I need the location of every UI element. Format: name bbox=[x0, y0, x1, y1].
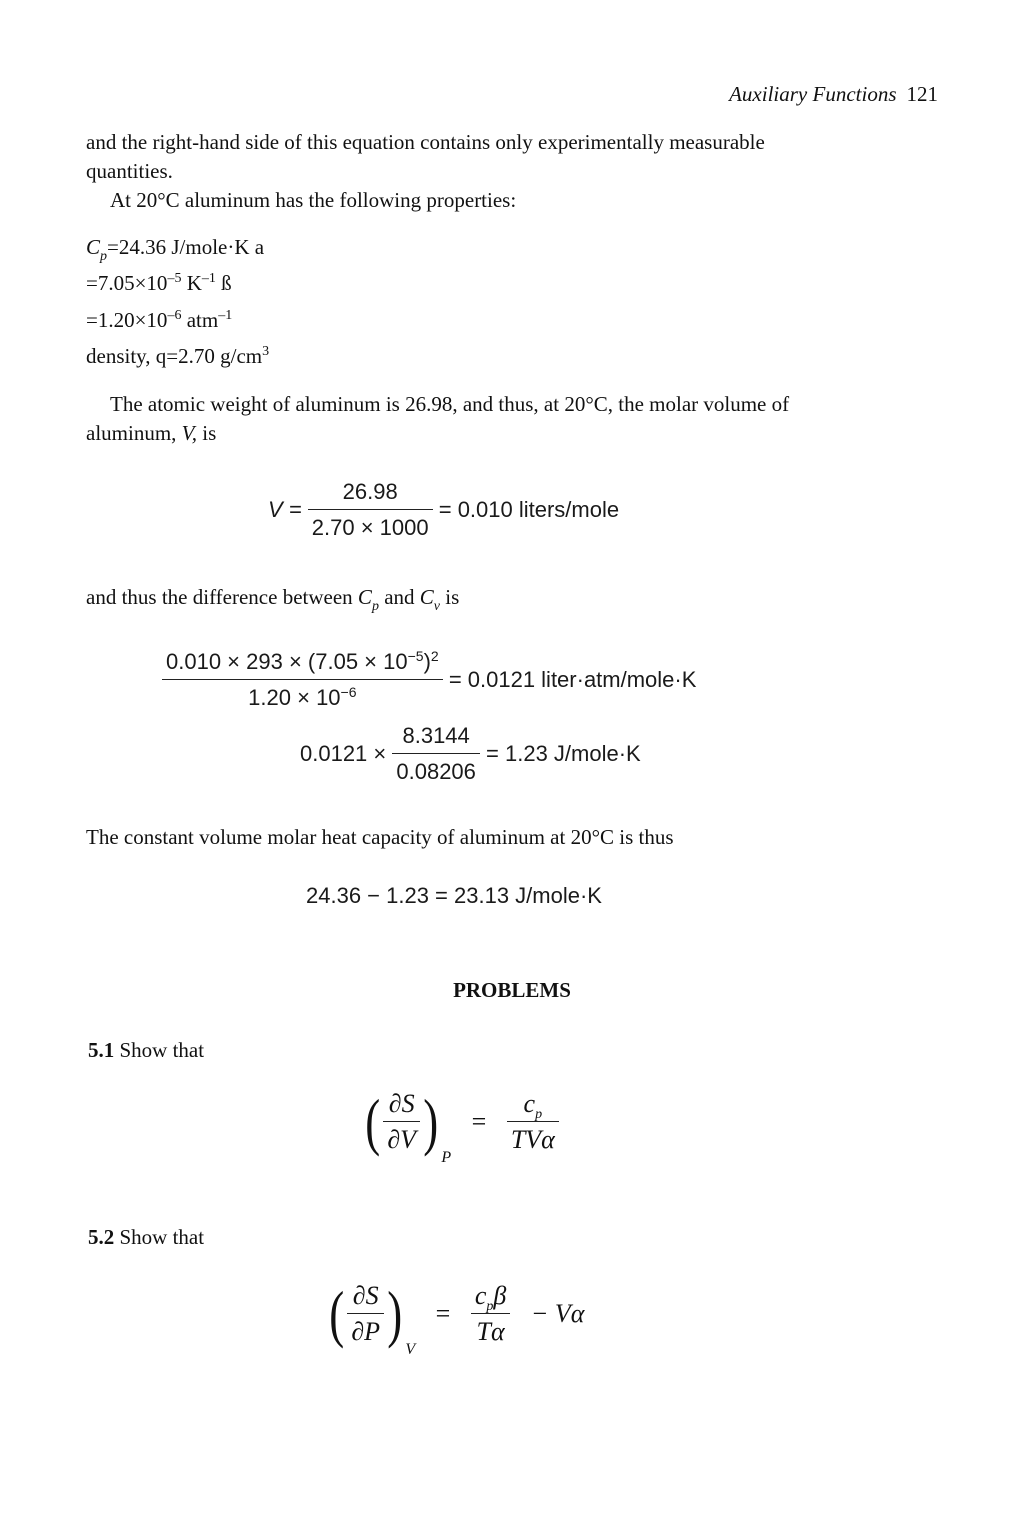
property-cp: $C_p=24.36$ J/mole·K a bbox=[86, 235, 265, 264]
intro-line-2: quantities. bbox=[86, 159, 173, 183]
problem-number: 5.1 bbox=[88, 1038, 115, 1062]
equation-molar-volume: V = $\frac{26.98}{2.70 \times 1000}$ = 0.010 liters/mole bbox=[268, 479, 620, 540]
problem-5-1: 5.1 Show that bbox=[88, 1038, 205, 1062]
problem-5-2: 5.2 Show that bbox=[88, 1225, 205, 1249]
intro-line-1: and the right-hand side of this equation contains only experimentally measurable bbox=[86, 130, 765, 154]
equation-cv: 24.36 − 1.23 = 23.13 J/mole·K bbox=[306, 883, 602, 908]
property-beta: $=1.20\times 10^{-6}$ atm$^{-1}$ bbox=[86, 308, 233, 332]
problem-number: 5.2 bbox=[88, 1225, 115, 1249]
molar-line-2: aluminum, V, is bbox=[86, 421, 217, 445]
page-number: 121 bbox=[906, 82, 938, 106]
constant-volume-text: The constant volume molar heat capacity of aluminum at 20°C is thus bbox=[86, 825, 674, 849]
property-alpha: $=7.05\times 10^{-5}$ $K^{-1}$ ß bbox=[86, 271, 232, 295]
running-title: Auxiliary Functions bbox=[729, 82, 897, 106]
running-header bbox=[729, 80, 938, 108]
problems-heading: PROBLEMS bbox=[453, 978, 571, 1002]
equation-problem-5-2: ( $\frac{\partial S}{\partial P}$ )V = $\frac{c_p\beta}{T\alpha}$ − Vα bbox=[329, 1278, 585, 1358]
equation-difference-2: 0.0121 × $\frac{8.3144}{0.08206}$ = 1.23 J/mole·K bbox=[300, 723, 641, 784]
equation-problem-5-1: ( $\frac{\partial S}{\partial V}$ )P = $\frac{c_p}{\text{TVα}}$ bbox=[362, 1090, 559, 1172]
intro-line-3: At 20°C aluminum has the following properties: bbox=[110, 188, 517, 212]
molar-line-1: The atomic weight of aluminum is 26.98, and thus, at 20°C, the molar volume of bbox=[110, 392, 790, 416]
equation-difference-1: $\frac{0.010 \times 293 \times (7.05 \times 10^{-5})^2}{1.20 \times 10^{-6}}$ = 0.0121 liter·atm/mole·K bbox=[162, 648, 696, 712]
property-density: density, q=2.70 $g/cm^3$ bbox=[86, 344, 270, 368]
difference-text: and thus the difference between $C_p$ and $C_v$ is bbox=[86, 585, 460, 614]
